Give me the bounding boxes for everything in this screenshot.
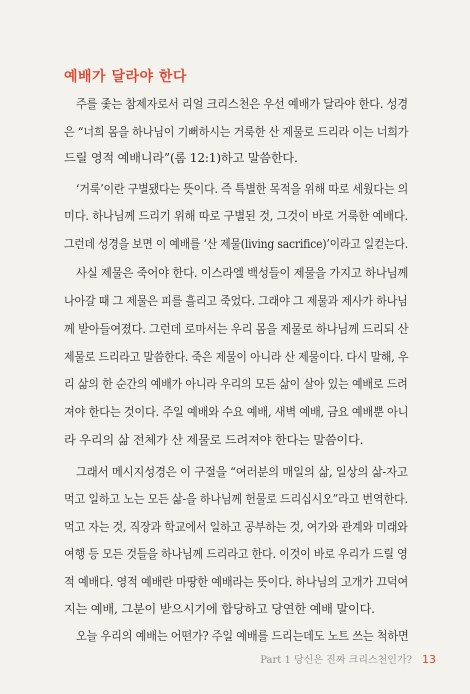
body-line: 여행 등 모든 것들을 하나님께 드리라고 한다. 이것이 바로 우리가 드릴 영 (64, 547, 408, 561)
body-line: 먹고 자는 것, 직장과 학교에서 일하고 공부하는 것, 여가와 관계와 미래와 (64, 520, 408, 534)
body-line: 사실 제물은 죽어야 한다. 이스라엘 백성들이 제물을 가지고 하나님께 (76, 266, 409, 280)
body-line: 미다. 하나님께 드리기 위해 따로 구별된 것, 그것이 바로 거룩한 예배다. (64, 209, 408, 223)
page-footer (260, 651, 436, 666)
footer-part-title: Part 1 당신은 진짜 크리스천인가? (260, 655, 412, 666)
body-line: 드릴 영적 예배니라”(롬 12:1)하고 말씀한다. (64, 151, 298, 165)
body-line: 지는 예배, 그분이 받으시기에 합당하고 당연한 예배 말이다. (64, 602, 375, 616)
body-line: 주를 좇는 참제자로서 리얼 크리스천은 우선 예배가 달라야 한다. 성경 (76, 97, 408, 111)
body-line: 라 우리의 삶 전체가 산 제물로 드려져야 한다는 말씀이다. (64, 433, 364, 447)
body-line: 적 예배다. 영적 예배란 마땅한 예배라는 뜻이다. 하나님의 고개가 끄덕여 (64, 575, 409, 589)
page-number: 13 (422, 653, 436, 666)
body-line: 져야 한다는 것이다. 주일 예배와 수요 예배, 새벽 예배, 금요 예배뿐 아니 (64, 405, 409, 419)
body-line: 먹고 일하고 노는 모든 삶-을 하나님께 헌물로 드리십시오”라고 번역한다. (64, 492, 408, 506)
body-line: 제물로 드리라고 말씀한다. 죽은 제물이 아니라 산 제물이다. 다시 말해, 우 (64, 350, 409, 364)
body-line: 그래서 메시지성경은 이 구절을 “여러분의 매일의 삶, 일상의 삶-자고 (76, 465, 408, 479)
body-line: 은 “너희 몸을 하나님이 기뻐하시는 거룩한 산 제물로 드리라 이는 너희가 (64, 125, 409, 139)
body-line: ‘거룩’이란 구별됐다는 뜻이다. 즉 특별한 목적을 위해 따로 세웠다는 의 (76, 182, 409, 196)
body-line: 오늘 우리의 예배는 어떤가? 주일 예배를 드리는데도 노트 쓰는 척하면 (76, 629, 409, 643)
body-line: 그런데 성경을 보면 이 예배를 ‘산 제물(living sacrifice)’이라고 일컫는다. (64, 237, 409, 251)
section-heading: 예배가 달라야 한다 (64, 69, 187, 85)
body-line: 리 삶의 한 순간의 예배가 아니라 우리의 모든 삶이 살아 있는 예배로 드려 (64, 377, 408, 391)
body-line: 나아갈 때 그 제물은 피를 흘리고 죽었다. 그래야 그 제물과 제사가 하나님 (64, 294, 408, 308)
body-line: 께 받아들여졌다. 그런데 로마서는 우리 몸을 제물로 하나님께 드리되 산 (64, 322, 409, 336)
